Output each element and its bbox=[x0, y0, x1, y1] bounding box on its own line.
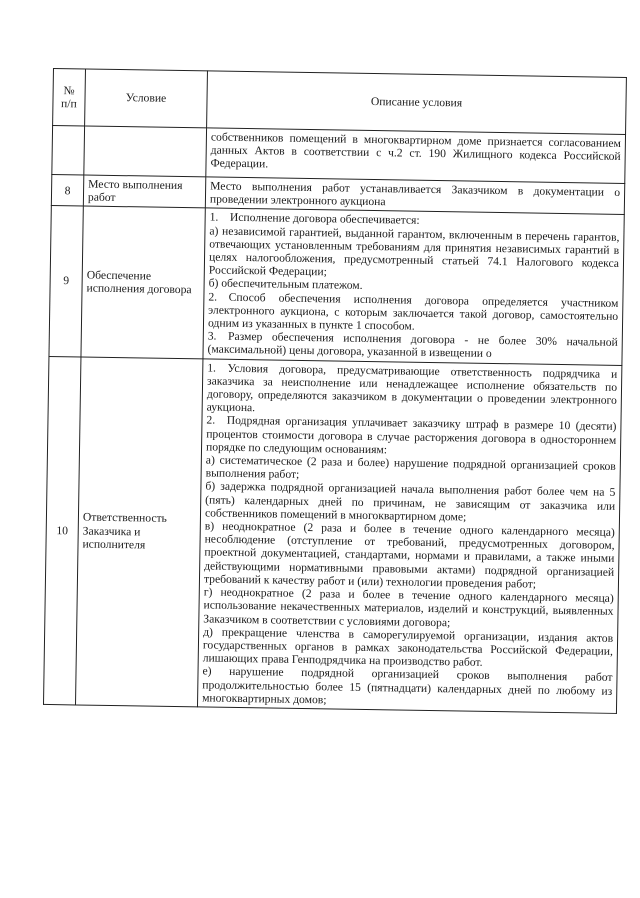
row-num: 9 bbox=[49, 206, 83, 357]
desc-paragraph: е) нарушение подрядной организацией сроков выполнения работ продолжительностью более 15 (пятнадцати) календарных дней по любому из многоквартирных домов; bbox=[202, 664, 613, 707]
desc-paragraph: 1. Условия договора, предусматривающие ответственность подрядчика и заказчика за неисполнение или ненадлежащее исполнение обязательств по договору, определяются заказчиком в документации о проведении электронного аукциона. bbox=[206, 361, 618, 415]
desc-paragraph: Место выполнения работ устанавливается Заказчиком в документации о проведении электронного аукциона bbox=[209, 179, 621, 209]
desc-paragraph: 2. Способ обеспечения исполнения договора определяется участником электронного аукциона, с которым заключается такой договор, самостоятельно одним из указанных в пункте 1 способом. bbox=[207, 290, 619, 333]
table-row bbox=[49, 206, 624, 365]
desc-paragraph: собственников помещений в многоквартирном доме признается согласованием данных Актов в соответствии с ч.2 ст. 190 Жилищного кодекса Российской Федерации. bbox=[210, 130, 621, 171]
desc-paragraph: б) обеспечительным платежом. bbox=[208, 276, 363, 293]
desc-paragraph: в) неоднократное (2 раза и более в течение одного календарного месяца) несоблюдение (отступление от требований, предусмотренных договором, проектной документацией, стандартами, нормами и правилами, а также иными действующими нормативными правовыми актами) подрядной организацией требований к качеству работ и (или) технологии проведения работ; bbox=[203, 519, 615, 591]
row-num: 8 bbox=[51, 174, 83, 206]
row-description bbox=[206, 128, 626, 184]
table-header-row bbox=[53, 69, 627, 135]
table-row bbox=[44, 356, 622, 713]
header-condition: Условие bbox=[85, 69, 208, 128]
header-num: № п/п bbox=[53, 69, 86, 126]
row-description bbox=[197, 359, 621, 714]
row-condition: Место выполнения работ bbox=[83, 175, 205, 208]
row-num: 10 bbox=[44, 356, 81, 705]
row-description bbox=[203, 208, 624, 365]
conditions-table bbox=[43, 68, 627, 714]
row-num bbox=[52, 126, 85, 175]
desc-paragraph: а) независимой гарантией, выданной гарантом, включенным в перечень гарантов, отвечающих установленным требованиям для принятия независимых гарантий в целях налогообложения, предусмотренный статьей 74.1 Налогового кодекса Российской Федерации; bbox=[208, 224, 620, 279]
desc-paragraph: а) систематическое (2 раза и более) нарушение подрядной организацией сроков выполнения работ; bbox=[205, 453, 616, 482]
desc-paragraph: г) неоднократное (2 раза и более в течение одного календарного месяца) использование некачественных материалов, изделий и конструкций, выявленных Заказчиком в соответствии с условиями договора; bbox=[203, 585, 614, 629]
row-condition bbox=[84, 126, 207, 177]
desc-paragraph: 2. Подрядная организация уплачивает заказчику штраф в размере 10 (десяти) процентов стоимости договора в случае расторжения договора в одностороннем порядке по следующим основаниям: bbox=[205, 413, 617, 457]
desc-paragraph: д) прекращение членства в саморегулируемой организации, издания актов государственных органов в рамках законодательства Российской Федерации, лишающих права Генподрядчика на производство работ. bbox=[202, 625, 614, 669]
desc-paragraph: 3. Размер обеспечения исполнения договора - не более 30% начальной (максимальной) цены договора, указанной в извещении о bbox=[207, 329, 618, 361]
row-condition: Обеспечение исполнения договора bbox=[81, 206, 205, 358]
header-description: Описание условия bbox=[207, 71, 627, 135]
row-condition: Ответственность Заказчика и исполнителя bbox=[75, 357, 202, 707]
table-row bbox=[52, 126, 626, 184]
desc-paragraph: б) задержка подрядной организацией начала выполнения работ более чем на 5 (пять) календарных дней по причинам, не зависящим от заказчика или собственников помещений в многоквартирном доме; bbox=[204, 479, 616, 524]
desc-paragraph: 1. Исполнение договора обеспечивается: bbox=[209, 210, 420, 228]
